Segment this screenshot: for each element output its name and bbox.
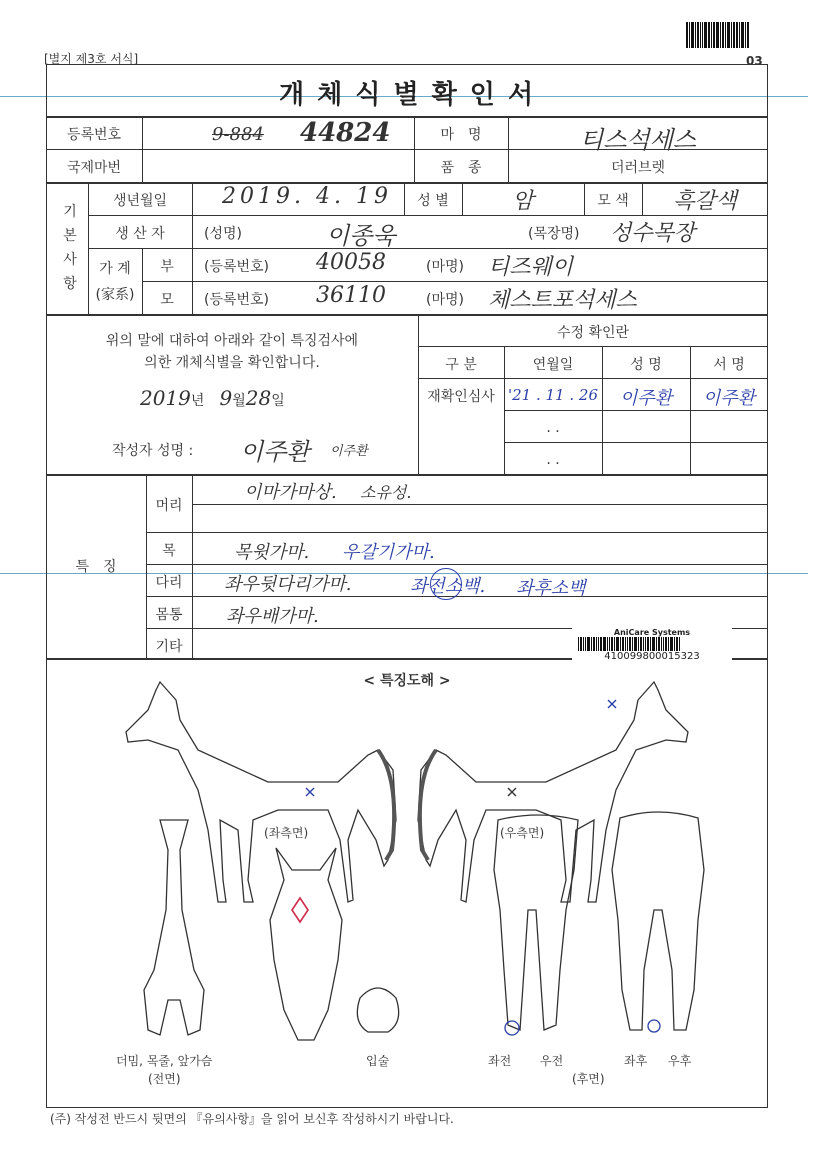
diagram-title: < 특징도해 >	[363, 673, 451, 689]
sex-value: 암	[512, 189, 534, 214]
dam-reg-value: 36110	[316, 283, 386, 308]
date-day: 28	[245, 386, 272, 410]
head-value-2: 소유성.	[360, 483, 412, 502]
leg-value: 좌우뒷다리가마.	[224, 574, 352, 595]
pedigree-hanja: (家系)	[95, 287, 135, 303]
date-month: 9	[219, 386, 233, 410]
reg-no-value: 44824	[300, 118, 391, 148]
front-left-label: 좌전	[488, 1054, 512, 1068]
year-char: 년	[190, 393, 205, 409]
horse-left-side-figure	[126, 682, 396, 902]
leg-label: 다리	[155, 575, 183, 591]
left-side-label: (좌측면)	[264, 826, 309, 840]
breed-value: 더러브렛	[610, 160, 666, 176]
date-year: 2019	[140, 386, 191, 410]
lip-label: 입술	[366, 1054, 390, 1068]
body-value: 좌우배가마.	[226, 606, 319, 627]
reg-no-label: 등록번호	[66, 127, 122, 143]
feature-marks	[306, 700, 660, 1035]
etc-label: 기타	[155, 639, 183, 655]
horse-right-side-figure	[418, 682, 688, 902]
dam-label: 모	[160, 292, 174, 308]
breeder-name-value: 이종욱	[326, 222, 396, 250]
farm-value: 성수목장	[610, 221, 696, 246]
page-title: 개 체 식 별 확 인 서	[278, 80, 536, 110]
sex-label: 성 별	[417, 193, 449, 209]
farm-label: (목장명)	[528, 226, 580, 242]
amend-row1-date: '21 . 11 . 26	[508, 386, 598, 404]
sire-reg-label: (등록번호)	[204, 259, 270, 275]
horse-front-head-figure	[270, 848, 342, 1040]
sire-name-label: (마명)	[426, 259, 464, 275]
sire-label: 부	[160, 259, 174, 275]
horse-rear-figure	[612, 812, 704, 1030]
horse-lips-figure	[357, 988, 398, 1032]
hind-right-label: 우후	[668, 1054, 692, 1068]
amend-row1-sign: 이주환	[702, 388, 756, 409]
breeder-name-label: (성명)	[204, 226, 242, 242]
leg-value-amend-1: 좌전소백.	[410, 576, 486, 597]
amend-row3-date: . .	[546, 452, 560, 468]
amend-row2-date: . .	[546, 420, 560, 436]
top-barcode	[686, 22, 766, 48]
color-label: 모 색	[597, 193, 629, 209]
writer-label: 작성자 성명 :	[112, 443, 194, 459]
rfid-sticker	[572, 628, 732, 666]
amend-row1-type: 재확인심사	[427, 389, 495, 405]
amend-header-type: 구 분	[445, 357, 477, 373]
confirm-text-1: 위의 말에 대하여 아래와 같이 특징검사에	[105, 333, 359, 349]
amend-header-date: 연월일	[532, 357, 574, 373]
writer-signature: 이주환	[330, 444, 368, 459]
neck-value: 목윗가마.	[234, 542, 310, 563]
sticker-barcode	[578, 637, 726, 651]
footer-note: (주) 작성전 반드시 뒷면의 『유의사항』을 읽어 보신후 작성하시기 바랍니다.	[50, 1112, 454, 1126]
neck-value-amend: 우갈기가마.	[342, 542, 435, 563]
right-side-label: (우측면)	[500, 826, 545, 840]
page-number: 03	[746, 54, 763, 68]
neck-label: 목	[162, 543, 176, 559]
rear-label: (후면)	[572, 1072, 605, 1086]
horse-front-neck-figure	[144, 820, 204, 1035]
birth-value: 2019. 4. 19	[222, 184, 392, 209]
front-label: (전면)	[148, 1072, 181, 1086]
dam-name-value: 체스트포석세스	[488, 288, 637, 313]
amend-title: 수정 확인란	[556, 325, 630, 341]
day-char: 일	[271, 393, 285, 409]
horse-name-label: 마 명	[440, 127, 482, 143]
sticker-number: 410099800015323	[604, 651, 700, 662]
confirm-text-2: 의한 개체식별을 확인합니다.	[144, 355, 320, 371]
intl-no-label: 국제마번	[66, 160, 122, 176]
birth-label: 생년월일	[112, 193, 168, 209]
horse-front-legs-figure	[494, 815, 578, 1030]
basic-side-label: 기 본 사 항	[63, 204, 77, 292]
amend-header-sign: 서 명	[713, 357, 745, 373]
features-side-label: 특 징	[75, 559, 117, 575]
breed-label: 품 종	[440, 160, 482, 176]
pedigree-label: 가 계	[99, 261, 131, 277]
front-caption: 더밈, 목줄, 앞가슴	[116, 1054, 213, 1068]
leg-value-amend-2: 좌후소백	[516, 578, 586, 599]
leg-amend-circle	[430, 568, 462, 600]
sire-name-value: 티즈웨이	[488, 255, 574, 280]
reg-no-struck: 9-884	[212, 124, 264, 145]
color-value: 흑갈색	[673, 189, 737, 214]
writer-name: 이주환	[240, 438, 310, 466]
front-right-label: 우전	[540, 1054, 564, 1068]
dam-name-label: (마명)	[426, 292, 464, 308]
head-label: 머리	[155, 498, 183, 514]
sticker-brand: AniCare Systems	[613, 628, 691, 637]
horse-diagram	[48, 670, 764, 1100]
amend-header-name: 성 명	[630, 357, 662, 373]
amend-row1-name: 이주환	[619, 388, 673, 409]
form-label: [별지 제3호 서식]	[44, 52, 139, 66]
head-value-1: 이마가마상.	[244, 482, 337, 503]
month-char: 월	[232, 393, 246, 409]
confirm-date	[140, 386, 285, 410]
dam-reg-label: (등록번호)	[204, 292, 270, 308]
body-label: 몸통	[155, 607, 183, 623]
breeder-label: 생 산 자	[115, 226, 165, 242]
horse-name-value: 티스석세스	[580, 126, 696, 154]
sire-reg-value: 40058	[316, 250, 386, 275]
hind-left-label: 좌후	[624, 1054, 648, 1068]
